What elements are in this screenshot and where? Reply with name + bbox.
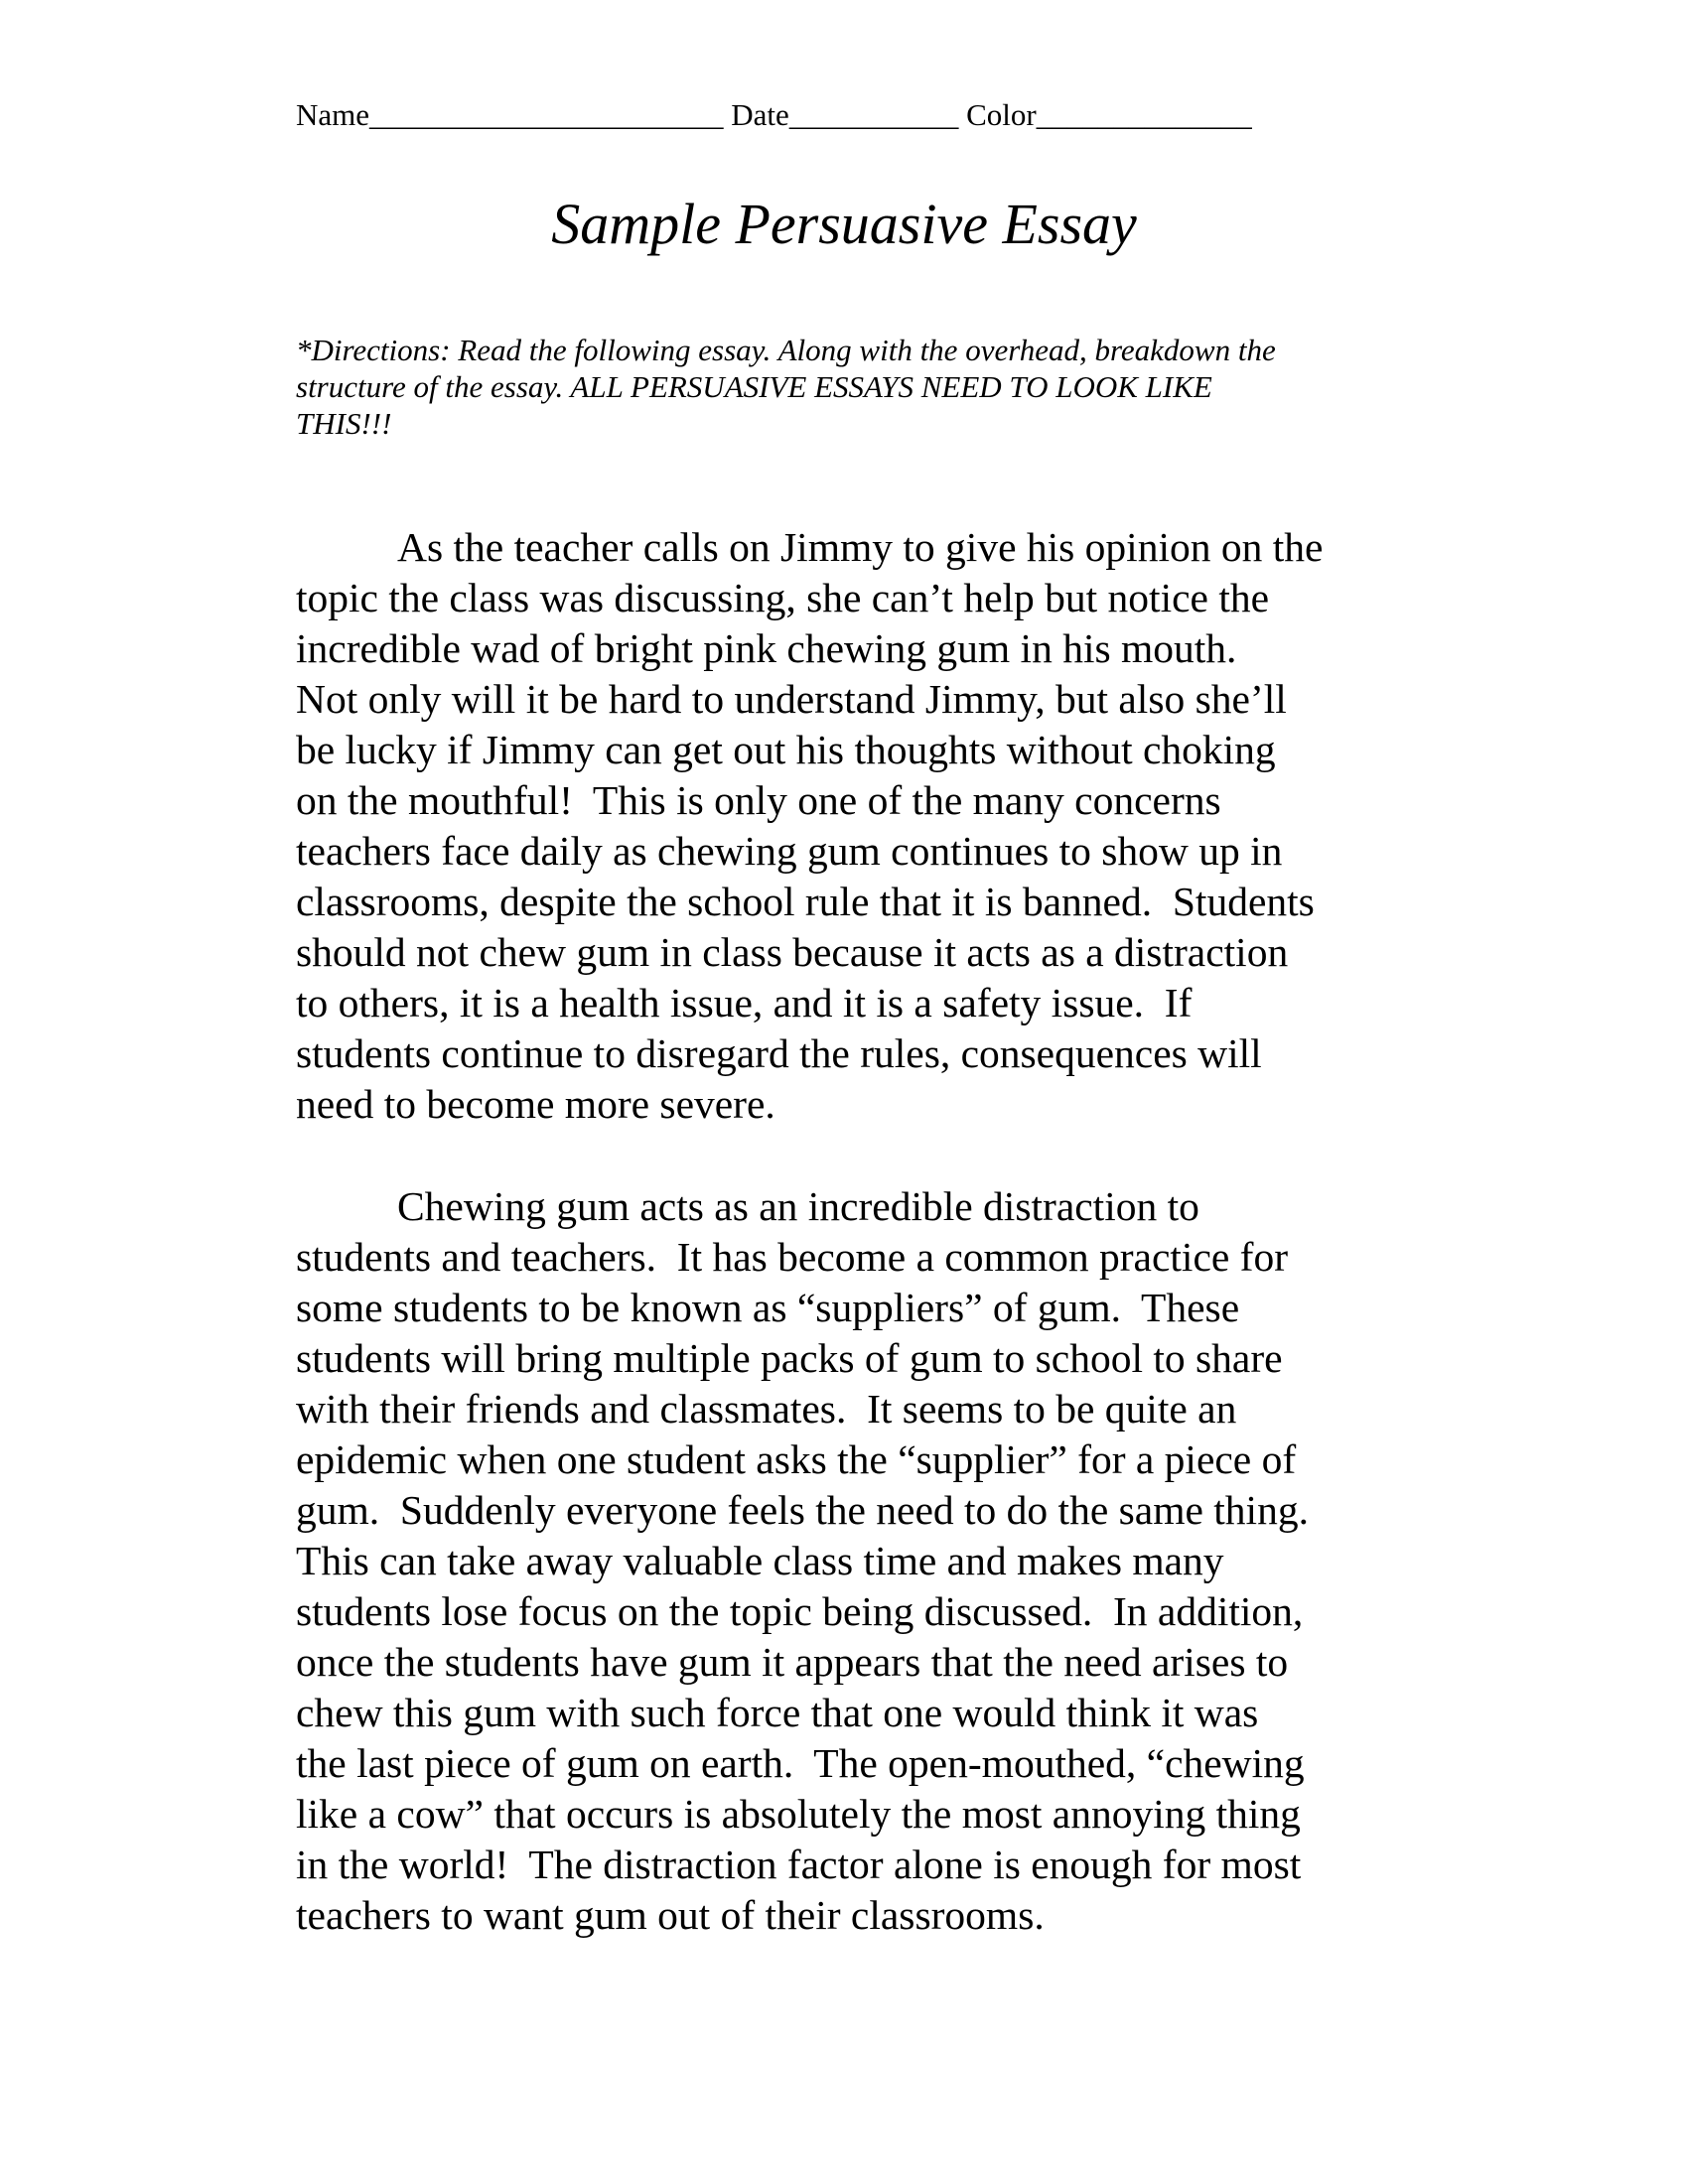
paragraph-line: incredible wad of bright pink chewing gum in his mouth. bbox=[296, 625, 1237, 671]
date-label: Date bbox=[731, 97, 789, 132]
directions-line: structure of the essay. ALL PERSUASIVE ESSAYS NEED TO LOOK LIKE bbox=[296, 369, 1212, 404]
directions-line: *Directions: Read the following essay. Along with the overhead, breakdown the bbox=[296, 333, 1276, 367]
directions bbox=[296, 332, 1408, 442]
paragraph-line: topic the class was discussing, she can’t help but notice the bbox=[296, 575, 1270, 620]
paragraph-line: students continue to disregard the rules, consequences will bbox=[296, 1030, 1262, 1076]
paragraph-line: epidemic when one student asks the “supplier” for a piece of bbox=[296, 1436, 1297, 1482]
paragraph-line: classrooms, despite the school rule that it is banned. Students bbox=[296, 879, 1315, 924]
paragraph-line: Chewing gum acts as an incredible distraction to bbox=[397, 1183, 1199, 1229]
paragraph-line: As the teacher calls on Jimmy to give his opinion on the bbox=[397, 524, 1324, 570]
document-title: Sample Persuasive Essay bbox=[551, 192, 1137, 256]
paragraph-line: students lose focus on the topic being discussed. In addition, bbox=[296, 1588, 1304, 1634]
essay-paragraph-intro bbox=[296, 522, 1408, 1130]
name-blank: _______________________ bbox=[369, 97, 724, 132]
paragraph-line: teachers to want gum out of their classrooms. bbox=[296, 1892, 1045, 1938]
paragraph-line: need to become more severe. bbox=[296, 1081, 775, 1127]
paragraph-line: to others, it is a health issue, and it is a safety issue. If bbox=[296, 980, 1193, 1025]
paragraph-line: This can take away valuable class time and makes many bbox=[296, 1538, 1224, 1583]
essay-paragraph-distraction bbox=[296, 1181, 1408, 1941]
color-label: Color bbox=[966, 97, 1037, 132]
paragraph-line: should not chew gum in class because it acts as a distraction bbox=[296, 929, 1289, 975]
paragraph-line: in the world! The distraction factor alone is enough for most bbox=[296, 1842, 1302, 1887]
paragraph-line: with their friends and classmates. It seems to be quite an bbox=[296, 1386, 1237, 1432]
paragraph-line: Not only will it be hard to understand Jimmy, but also she’ll bbox=[296, 676, 1287, 722]
paragraph-line: on the mouthful! This is only one of the many concerns bbox=[296, 777, 1221, 823]
paragraph-line: be lucky if Jimmy can get out his thoughts without choking bbox=[296, 727, 1276, 772]
paragraph-line: once the students have gum it appears that the need arises to bbox=[296, 1639, 1289, 1685]
paragraph-line: the last piece of gum on earth. The open-mouthed, “chewing bbox=[296, 1740, 1305, 1786]
paragraph-line: some students to be known as “suppliers” of gum. These bbox=[296, 1285, 1240, 1330]
student-info-header bbox=[296, 95, 1252, 135]
paragraph-line: gum. Suddenly everyone feels the need to do the same thing. bbox=[296, 1487, 1309, 1533]
date-blank: ___________ bbox=[788, 97, 959, 132]
name-label: Name bbox=[296, 97, 370, 132]
directions-line: THIS!!! bbox=[296, 406, 392, 441]
paragraph-line: students will bring multiple packs of gum to school to share bbox=[296, 1335, 1283, 1381]
paragraph-line: like a cow” that occurs is absolutely the most annoying thing bbox=[296, 1791, 1301, 1837]
paragraph-line: teachers face daily as chewing gum continues to show up in bbox=[296, 828, 1283, 874]
paragraph-line: chew this gum with such force that one would think it was bbox=[296, 1690, 1259, 1735]
paragraph-line: students and teachers. It has become a common practice for bbox=[296, 1234, 1289, 1280]
color-blank: ______________ bbox=[1036, 97, 1252, 132]
